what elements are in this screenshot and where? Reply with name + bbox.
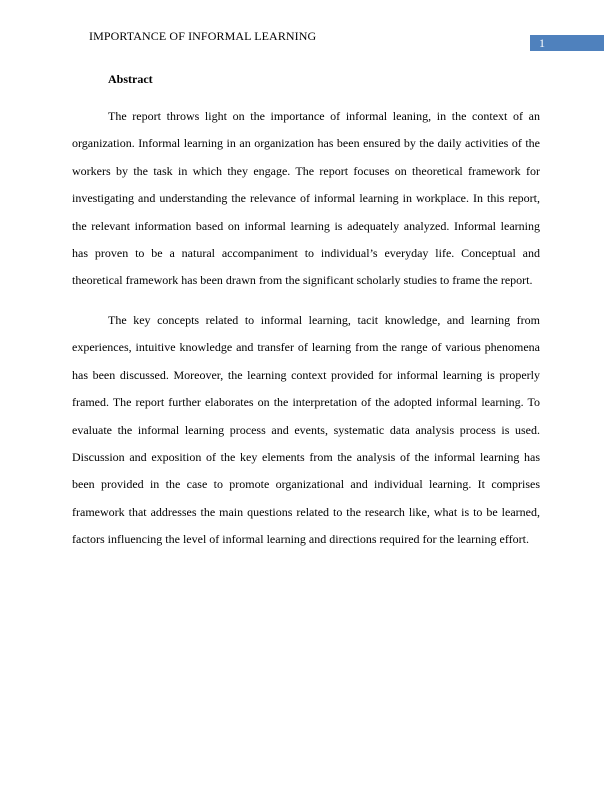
abstract-paragraph-1: The report throws light on the importance of informal leaning, in the context of an organization. Informal learning in an organization has been ensured by the daily activities of the workers by the task in which they engage. The report focuses on theoretical framework for investigating and understanding the relevance of informal learning in workplace. In this report, the relevant information based on informal learning is adequately analyzed. Informal learning has proven to be a natural accompaniment to individual’s everyday life. Conceptual and theoretical framework has been drawn from the significant scholarly studies to frame the report. (72, 109, 540, 288)
running-header-title: IMPORTANCE OF INFORMAL LEARNING (89, 29, 317, 43)
abstract-paragraph-2: The key concepts related to informal learning, tacit knowledge, and learning from experiences, intuitive knowledge and transfer of learning from the range of various phenomena has been discussed. Moreover, the learning context provided for informal learning is properly framed. The report further elaborates on the interpretation of the adopted informal learning. To evaluate the informal learning process and events, systematic data analysis process is used. Discussion and exposition of the key elements from the analysis of the informal learning has been provided in the case to promote organizational and individual learning. It comprises framework that addresses the main questions related to the research like, what is to be learned, factors influencing the level of informal learning and directions required for the learning effort. (72, 313, 540, 547)
abstract-heading: Abstract (108, 72, 153, 86)
page-number-badge: 1 (530, 35, 604, 51)
